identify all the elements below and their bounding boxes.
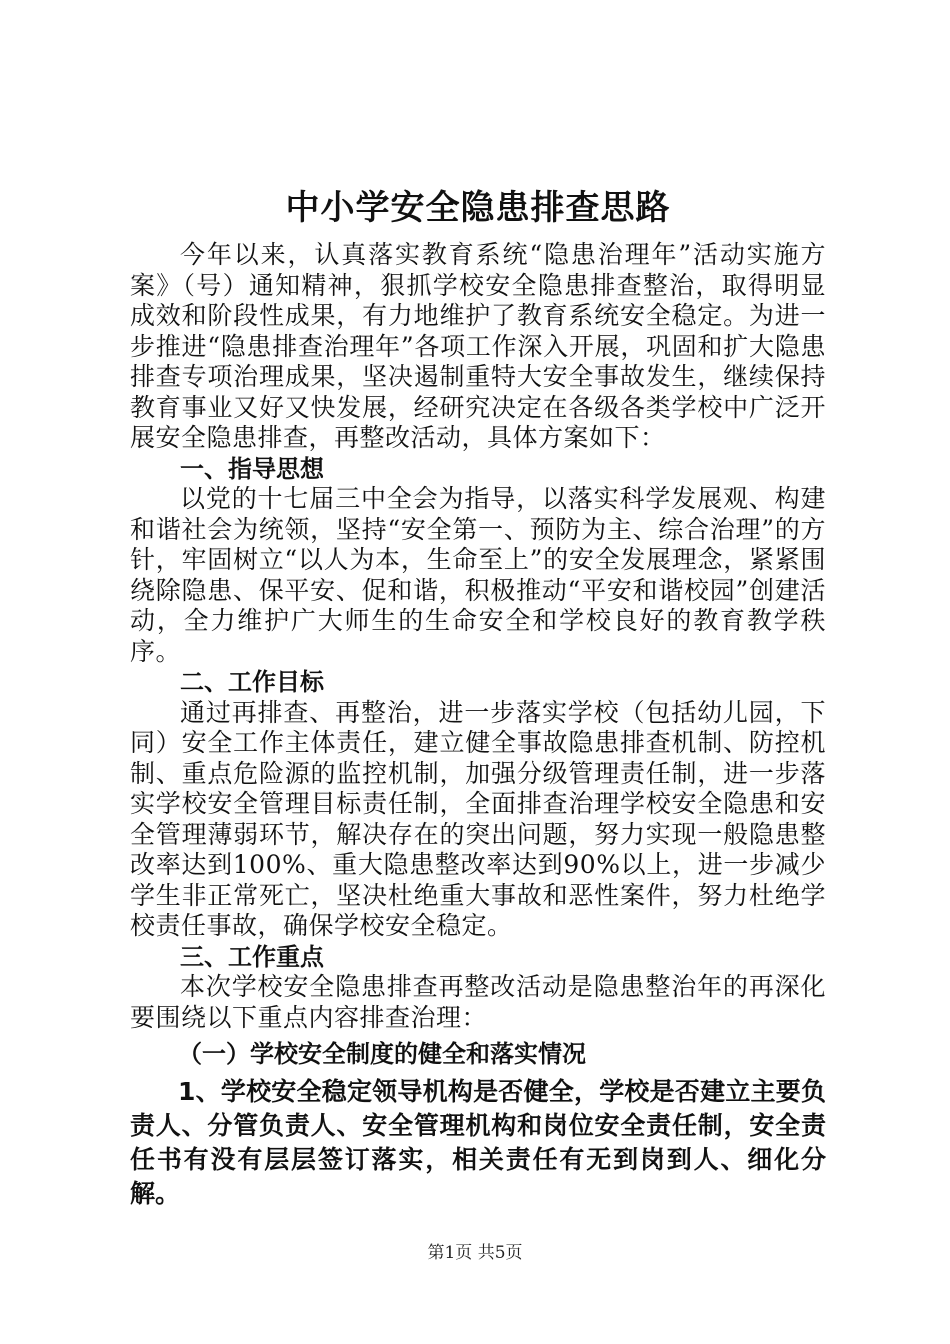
page-footer: 第1页 共5页 — [427, 1243, 523, 1263]
item-text-leadership: 1、学校安全稳定领导机构是否健全，学校是否建立主要负责人、分管负责人、安全管理机构和岗位安全责任制，安全责任书有没有层层签订落实，相关责任有无到岗到人、细化分解。 — [130, 1077, 826, 1208]
section-heading-guiding-ideology: 一、指导思想 — [180, 454, 324, 483]
document-title: 中小学安全隐患排查思路 — [285, 188, 671, 228]
intro-paragraph: 今年以来，认真落实教育系统“隐患治理年”活动实施方案》（号）通知精神，狠抓学校安全隐患排查整治，取得明显成效和阶段性成果，有力地维护了教育系统安全稳定。为进一步推进“隐患排查治理年”各项工作深入开展，巩固和扩大隐患排查专项治理成果，坚决遏制重特大安全事故发生，继续保持教育事业又好又快发展，经研究决定在各级各类学校中广泛开展安全隐患排查，再整改活动，具体方案如下： — [130, 240, 826, 452]
document-body — [130, 182, 826, 1211]
section-heading-work-focus: 三、工作重点 — [180, 942, 324, 971]
section-text-guiding-ideology: 以党的十七届三中全会为指导，以落实科学发展观、构建和谐社会为统领，坚持“安全第一、预防为主、综合治理”的方针，牢固树立“以人为本，生命至上”的安全发展理念，紧紧围绕除隐患、保平安、促和谐，积极推动“平安和谐校园”创建活动，全力维护广大师生的生命安全和学校良好的教育教学秩序。 — [130, 484, 826, 666]
section-heading-work-goals: 二、工作目标 — [180, 668, 324, 696]
section-text-work-goals: 通过再排查、再整治，进一步落实学校（包括幼儿园，下同）安全工作主体责任，建立健全事故隐患排查机制、防控机制、重点危险源的监控机制，加强分级管理责任制，进一步落实学校安全管理目标责任制，全面排查治理学校安全隐患和安全管理薄弱环节，解决存在的突出问题，努力实现一般隐患整改率达到100%、重大隐患整改率达到90%以上，进一步减少学生非正常死亡，坚决杜绝重大事故和恶性案件，努力杜绝学校责任事故，确保学校安全稳定。 — [130, 697, 826, 940]
section-text-work-focus: 本次学校安全隐患排查再整改活动是隐患整治年的再深化要围绕以下重点内容排查治理： — [130, 972, 826, 1032]
subsection-heading-safety-system: （一）学校安全制度的健全和落实情况 — [178, 1040, 586, 1068]
